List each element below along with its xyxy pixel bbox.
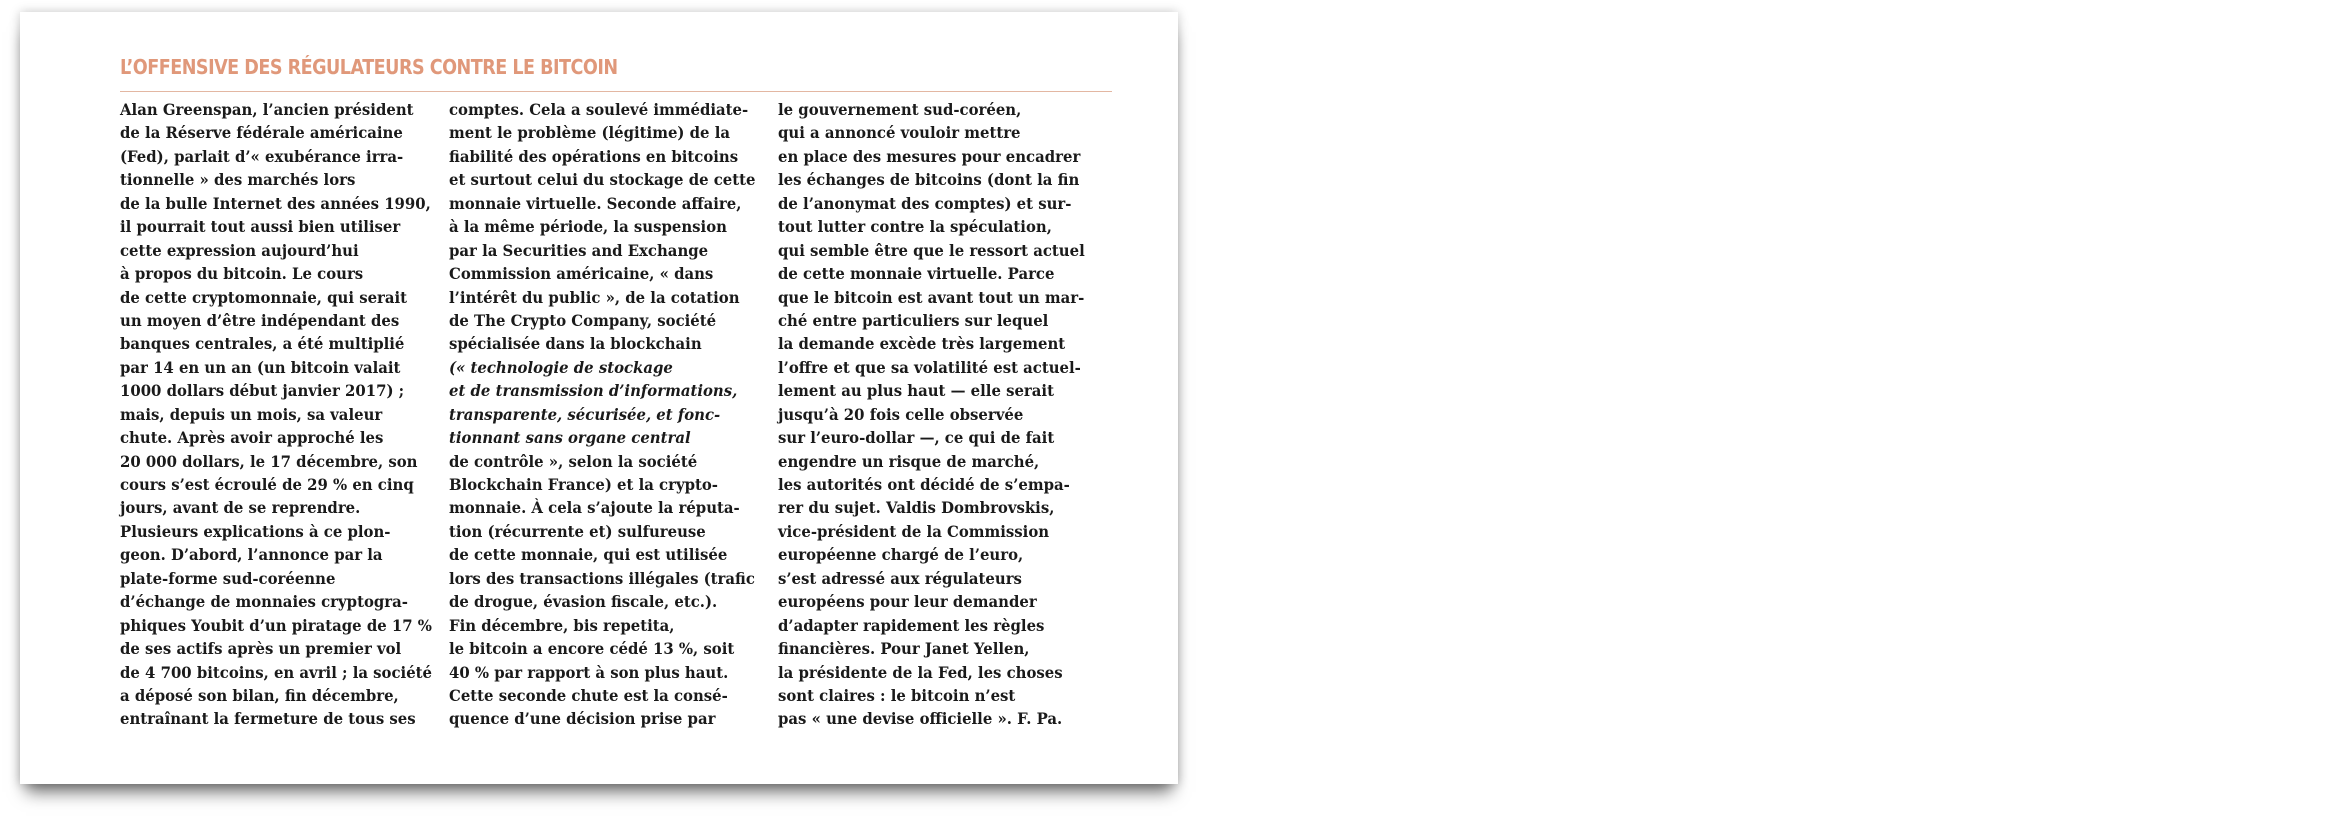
text-line: transparente, sécurisée, et fonc-	[449, 404, 721, 424]
text-line: un moyen d’être indépendant des	[120, 310, 400, 330]
text-line: de The Crypto Company, société	[449, 310, 717, 330]
text-line: rer du sujet. Valdis Dombrovskis,	[778, 498, 1055, 518]
text-line: monnaie virtuelle. Seconde affaire,	[449, 193, 742, 213]
headline: L’OFFENSIVE DES RÉGULATEURS CONTRE LE BITCOIN	[120, 55, 618, 79]
text-line: l’intérêt du public », de la cotation	[449, 287, 740, 307]
text-line: 1000 dollars début janvier 2017) ;	[120, 381, 405, 401]
text-line: de cette cryptomonnaie, qui serait	[120, 287, 408, 307]
text-line: de cette monnaie, qui est utilisée	[449, 545, 728, 565]
text-line: a déposé son bilan, fin décembre,	[120, 685, 399, 705]
text-line: plate-forme sud-coréenne	[120, 568, 336, 588]
text-line: banques centrales, a été multiplié	[120, 334, 405, 354]
text-line: Cette seconde chute est la consé-	[449, 685, 728, 705]
text-line: Plusieurs explications à ce plon-	[120, 521, 391, 541]
text-column-3	[778, 98, 1094, 731]
text-line: et surtout celui du stockage de cette	[449, 170, 756, 190]
text-line: Alan Greenspan, l’ancien président	[120, 100, 414, 119]
text-line: d’échange de monnaies cryptogra-	[120, 592, 408, 612]
text-line: geon. D’abord, l’annonce par la	[120, 545, 383, 565]
text-line: de contrôle », selon la société	[449, 451, 698, 471]
text-line: le bitcoin a encore cédé 13 %, soit	[449, 639, 735, 659]
text-line: sont claires : le bitcoin n’est	[778, 685, 1016, 705]
text-line: de drogue, évasion fiscale, etc.).	[449, 592, 718, 612]
text-line: de la bulle Internet des années 1990,	[120, 193, 431, 213]
text-line: en place des mesures pour encadrer	[778, 146, 1081, 166]
text-line: de cette monnaie virtuelle. Parce	[778, 264, 1055, 284]
text-line: financières. Pour Janet Yellen,	[778, 639, 1030, 659]
text-line: jusqu’à 20 fois celle observée	[778, 404, 1024, 424]
text-line: quence d’une décision prise par	[449, 709, 716, 729]
text-line: de la Réserve fédérale américaine	[120, 123, 403, 143]
text-column-2	[449, 98, 765, 731]
text-line: que le bitcoin est avant tout un mar-	[778, 287, 1085, 307]
text-line: par 14 en un an (un bitcoin valait	[120, 357, 401, 377]
text-line: s’est adressé aux régulateurs	[778, 568, 1022, 588]
text-line: par la Securities and Exchange	[449, 240, 709, 260]
text-line: Commission américaine, « dans	[449, 264, 714, 284]
text-line: tion (récurrente et) sulfureuse	[449, 521, 706, 541]
text-line: cette expression aujourd’hui	[120, 240, 359, 260]
text-line: entraînant la fermeture de tous ses	[120, 709, 416, 729]
text-line: les autorités ont décidé de s’empa-	[778, 475, 1070, 494]
text-line: européenne chargé de l’euro,	[778, 545, 1024, 565]
text-line: tionnelle » des marchés lors	[120, 170, 356, 190]
text-line: Blockchain France) et la crypto-	[449, 475, 718, 494]
text-line: les échanges de bitcoins (dont la fin	[778, 170, 1080, 190]
text-column-1	[120, 98, 436, 731]
text-line: de l’anonymat des comptes) et sur-	[778, 193, 1072, 213]
text-line: Fin décembre, bis repetita,	[449, 615, 675, 635]
text-line: spécialisée dans la blockchain	[449, 334, 702, 354]
headline-bar	[120, 47, 1112, 92]
text-line: fiabilité des opérations en bitcoins	[449, 146, 739, 166]
text-line: ment le problème (légitime) de la	[449, 123, 730, 143]
text-line: d’adapter rapidement les règles	[778, 615, 1045, 635]
text-line: ché entre particuliers sur lequel	[778, 310, 1049, 330]
text-line: et de transmission d’informations,	[449, 381, 738, 401]
text-line: vice-président de la Commission	[778, 521, 1050, 541]
text-line: il pourrait tout aussi bien utiliser	[120, 217, 401, 237]
text-line: phiques Youbit d’un piratage de 17 %	[120, 615, 432, 635]
text-line: lors des transactions illégales (trafic	[449, 568, 755, 588]
text-line: tout lutter contre la spéculation,	[778, 217, 1052, 237]
text-line: chute. Après avoir approché les	[120, 428, 384, 448]
text-line: européens pour leur demander	[778, 592, 1037, 612]
text-line: de ses actifs après un premier vol	[120, 639, 402, 659]
text-line: à propos du bitcoin. Le cours	[120, 264, 364, 284]
text-line: à la même période, la suspension	[449, 217, 727, 237]
article-page	[20, 12, 1178, 784]
text-line: la présidente de la Fed, les choses	[778, 662, 1063, 682]
text-line: de 4 700 bitcoins, en avril ; la société	[120, 662, 433, 682]
text-line: (« technologie de stockage	[449, 357, 673, 377]
text-line: 40 % par rapport à son plus haut.	[449, 662, 729, 682]
text-line: jours, avant de se reprendre.	[120, 498, 361, 518]
text-line: l’offre et que sa volatilité est actuel-	[778, 357, 1081, 377]
text-line: pas « une devise officielle ». F. Pa.	[778, 709, 1063, 729]
text-line: sur l’euro-dollar —, ce qui de fait	[778, 428, 1055, 448]
text-line: qui a annoncé vouloir mettre	[778, 123, 1021, 143]
text-line: monnaie. À cela s’ajoute la réputa-	[449, 498, 740, 518]
text-line: tionnant sans organe central	[449, 428, 691, 448]
text-line: le gouvernement sud-coréen,	[778, 100, 1022, 119]
text-line: comptes. Cela a soulevé immédiate-	[449, 100, 749, 119]
text-line: (Fed), parlait d’« exubérance irra-	[120, 146, 404, 166]
text-line: lement au plus haut — elle serait	[778, 381, 1054, 401]
text-line: la demande excède très largement	[778, 334, 1066, 354]
text-line: engendre un risque de marché,	[778, 451, 1040, 471]
text-line: cours s’est écroulé de 29 % en cinq	[120, 475, 414, 494]
text-line: 20 000 dollars, le 17 décembre, son	[120, 451, 418, 471]
text-line: mais, depuis un mois, sa valeur	[120, 404, 383, 424]
text-line: qui semble être que le ressort actuel	[778, 240, 1085, 260]
